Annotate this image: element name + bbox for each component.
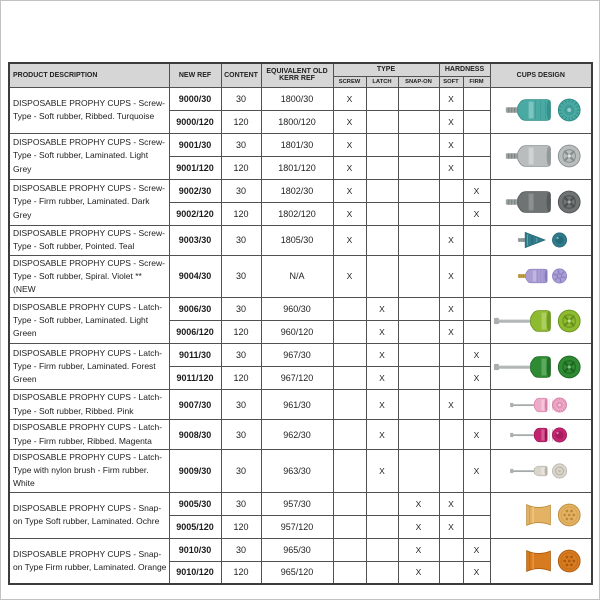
type-mark-latch xyxy=(366,110,398,133)
new-ref-cell: 9008/30 xyxy=(169,420,221,450)
hardness-mark-soft: X xyxy=(439,321,463,344)
hardness-mark-firm xyxy=(463,298,490,321)
cup-side-and-top-view-image xyxy=(491,540,591,582)
hardness-mark-firm xyxy=(463,515,490,538)
product-description-cell: DISPOSABLE PROPHY CUPS - Latch-Type - Soft rubber, Ribbed. Pink xyxy=(9,390,169,420)
type-mark-latch: X xyxy=(366,450,398,493)
type-mark-snap-on xyxy=(398,321,439,344)
product-description-cell: DISPOSABLE PROPHY CUPS - Latch-Type with nylon brush - Firm rubber. White xyxy=(9,450,169,493)
cups-design-cell xyxy=(490,538,592,584)
col-header-old-kerr-ref: EQUIVALENT OLD KERR REF xyxy=(261,63,333,87)
cup-side-and-top-view-image xyxy=(491,494,591,536)
col-subheader-firm: FIRM xyxy=(463,76,490,87)
content-cell: 120 xyxy=(221,110,261,133)
old-kerr-ref-cell: 957/30 xyxy=(261,492,333,515)
content-cell: 120 xyxy=(221,561,261,584)
type-mark-snap-on xyxy=(398,110,439,133)
product-row xyxy=(9,179,592,202)
content-cell: 30 xyxy=(221,492,261,515)
cup-side-and-top-view-image xyxy=(491,227,591,253)
type-mark-screw xyxy=(333,492,366,515)
col-header-cups-design: CUPS DESIGN xyxy=(490,63,592,87)
new-ref-cell: 9003/30 xyxy=(169,225,221,255)
product-row xyxy=(9,420,592,450)
type-mark-snap-on xyxy=(398,133,439,156)
product-row xyxy=(9,87,592,110)
cups-design-cell xyxy=(490,390,592,420)
cups-design-cell xyxy=(490,179,592,225)
old-kerr-ref-cell: 1801/30 xyxy=(261,133,333,156)
cups-design-cell xyxy=(490,492,592,538)
product-description-cell: DISPOSABLE PROPHY CUPS - Screw-Type - Soft rubber, Laminated. Light Grey xyxy=(9,133,169,179)
type-mark-latch xyxy=(366,492,398,515)
content-cell: 120 xyxy=(221,156,261,179)
hardness-mark-firm xyxy=(463,492,490,515)
product-row xyxy=(9,390,592,420)
type-mark-snap-on xyxy=(398,390,439,420)
col-header-type: TYPE xyxy=(333,63,439,76)
type-mark-snap-on: X xyxy=(398,492,439,515)
product-description-cell: DISPOSABLE PROPHY CUPS - Screw-Type - Firm rubber, Laminated. Dark Grey xyxy=(9,179,169,225)
content-cell: 120 xyxy=(221,515,261,538)
cups-design-cell xyxy=(490,255,592,298)
type-mark-screw xyxy=(333,450,366,493)
hardness-mark-firm xyxy=(463,255,490,298)
product-row xyxy=(9,492,592,515)
type-mark-screw: X xyxy=(333,179,366,202)
col-subheader-latch: LATCH xyxy=(366,76,398,87)
product-row xyxy=(9,255,592,298)
content-cell: 30 xyxy=(221,420,261,450)
cups-design-cell xyxy=(490,225,592,255)
content-cell: 30 xyxy=(221,179,261,202)
old-kerr-ref-cell: 962/30 xyxy=(261,420,333,450)
old-kerr-ref-cell: 1800/120 xyxy=(261,110,333,133)
cups-design-cell xyxy=(490,133,592,179)
content-cell: 120 xyxy=(221,202,261,225)
cups-design-cell xyxy=(490,298,592,344)
hardness-mark-firm xyxy=(463,133,490,156)
old-kerr-ref-cell: 1805/30 xyxy=(261,225,333,255)
new-ref-cell: 9001/120 xyxy=(169,156,221,179)
type-mark-latch xyxy=(366,255,398,298)
content-cell: 30 xyxy=(221,225,261,255)
table-body xyxy=(9,87,592,584)
new-ref-cell: 9002/30 xyxy=(169,179,221,202)
old-kerr-ref-cell: N/A xyxy=(261,255,333,298)
type-mark-snap-on xyxy=(398,179,439,202)
type-mark-latch xyxy=(366,156,398,179)
type-mark-snap-on xyxy=(398,367,439,390)
content-cell: 30 xyxy=(221,390,261,420)
type-mark-latch xyxy=(366,225,398,255)
old-kerr-ref-cell: 960/120 xyxy=(261,321,333,344)
hardness-mark-soft: X xyxy=(439,492,463,515)
product-description-cell: DISPOSABLE PROPHY CUPS - Latch-Type - Soft rubber, Laminated. Light Green xyxy=(9,298,169,344)
content-cell: 30 xyxy=(221,298,261,321)
type-mark-latch: X xyxy=(366,367,398,390)
hardness-mark-soft xyxy=(439,450,463,493)
product-row xyxy=(9,133,592,156)
type-mark-screw: X xyxy=(333,156,366,179)
new-ref-cell: 9010/30 xyxy=(169,538,221,561)
new-ref-cell: 9000/120 xyxy=(169,110,221,133)
type-mark-snap-on: X xyxy=(398,561,439,584)
content-cell: 30 xyxy=(221,344,261,367)
cup-side-and-top-view-image xyxy=(491,89,591,131)
hardness-mark-firm: X xyxy=(463,561,490,584)
type-mark-screw xyxy=(333,344,366,367)
col-header-product-description: PRODUCT DESCRIPTION xyxy=(9,63,169,87)
product-description-cell: DISPOSABLE PROPHY CUPS - Latch-Type - Firm rubber, Laminated. Forest Green xyxy=(9,344,169,390)
cups-design-cell xyxy=(490,344,592,390)
type-mark-screw xyxy=(333,561,366,584)
type-mark-latch: X xyxy=(366,420,398,450)
type-mark-latch: X xyxy=(366,390,398,420)
old-kerr-ref-cell: 1802/120 xyxy=(261,202,333,225)
old-kerr-ref-cell: 967/120 xyxy=(261,367,333,390)
type-mark-latch xyxy=(366,179,398,202)
col-header-new-ref: NEW REF xyxy=(169,63,221,87)
type-mark-screw xyxy=(333,515,366,538)
type-mark-screw xyxy=(333,390,366,420)
cup-side-and-top-view-image xyxy=(491,135,591,177)
product-description-cell: DISPOSABLE PROPHY CUPS - Snap-on Type Soft rubber, Laminated. Ochre xyxy=(9,492,169,538)
old-kerr-ref-cell: 957/120 xyxy=(261,515,333,538)
type-mark-screw xyxy=(333,298,366,321)
content-cell: 30 xyxy=(221,255,261,298)
hardness-mark-soft: X xyxy=(439,255,463,298)
type-mark-screw: X xyxy=(333,133,366,156)
type-mark-snap-on xyxy=(398,344,439,367)
type-mark-snap-on xyxy=(398,420,439,450)
product-row xyxy=(9,344,592,367)
content-cell: 30 xyxy=(221,87,261,110)
table-header xyxy=(9,63,592,87)
old-kerr-ref-cell: 965/30 xyxy=(261,538,333,561)
type-mark-snap-on xyxy=(398,255,439,298)
type-mark-screw: X xyxy=(333,255,366,298)
type-mark-snap-on xyxy=(398,225,439,255)
hardness-mark-firm: X xyxy=(463,538,490,561)
new-ref-cell: 9004/30 xyxy=(169,255,221,298)
type-mark-latch xyxy=(366,538,398,561)
new-ref-cell: 9011/120 xyxy=(169,367,221,390)
hardness-mark-firm: X xyxy=(463,179,490,202)
type-mark-screw xyxy=(333,538,366,561)
type-mark-snap-on: X xyxy=(398,515,439,538)
type-mark-snap-on xyxy=(398,156,439,179)
prophy-cups-table xyxy=(8,62,593,585)
cup-side-and-top-view-image xyxy=(491,181,591,223)
cup-side-and-top-view-image xyxy=(491,458,591,484)
new-ref-cell: 9005/120 xyxy=(169,515,221,538)
content-cell: 120 xyxy=(221,367,261,390)
content-cell: 30 xyxy=(221,133,261,156)
new-ref-cell: 9001/30 xyxy=(169,133,221,156)
type-mark-screw: X xyxy=(333,87,366,110)
new-ref-cell: 9006/120 xyxy=(169,321,221,344)
product-row xyxy=(9,450,592,493)
product-description-cell: DISPOSABLE PROPHY CUPS - Latch-Type - Firm rubber, Ribbed. Magenta xyxy=(9,420,169,450)
hardness-mark-firm: X xyxy=(463,367,490,390)
new-ref-cell: 9009/30 xyxy=(169,450,221,493)
product-description-cell: DISPOSABLE PROPHY CUPS - Screw-Type - Soft rubber, Pointed. Teal xyxy=(9,225,169,255)
type-mark-screw xyxy=(333,420,366,450)
new-ref-cell: 9010/120 xyxy=(169,561,221,584)
type-mark-screw xyxy=(333,321,366,344)
hardness-mark-firm xyxy=(463,390,490,420)
hardness-mark-soft: X xyxy=(439,225,463,255)
cup-side-and-top-view-image xyxy=(491,300,591,342)
type-mark-snap-on xyxy=(398,298,439,321)
type-mark-screw xyxy=(333,367,366,390)
new-ref-cell: 9006/30 xyxy=(169,298,221,321)
old-kerr-ref-cell: 961/30 xyxy=(261,390,333,420)
hardness-mark-soft: X xyxy=(439,390,463,420)
hardness-mark-firm xyxy=(463,225,490,255)
hardness-mark-soft xyxy=(439,367,463,390)
hardness-mark-soft xyxy=(439,202,463,225)
type-mark-latch xyxy=(366,87,398,110)
hardness-mark-firm: X xyxy=(463,450,490,493)
old-kerr-ref-cell: 965/120 xyxy=(261,561,333,584)
hardness-mark-soft xyxy=(439,538,463,561)
hardness-mark-soft: X xyxy=(439,298,463,321)
product-description-cell: DISPOSABLE PROPHY CUPS - Snap-on Type Firm rubber, Laminated. Orange xyxy=(9,538,169,584)
content-cell: 30 xyxy=(221,538,261,561)
product-row xyxy=(9,298,592,321)
product-description-cell: DISPOSABLE PROPHY CUPS - Screw-Type - Soft rubber, Ribbed. Turquoise xyxy=(9,87,169,133)
prophy-cups-table-wrap xyxy=(8,62,591,585)
product-row xyxy=(9,538,592,561)
type-mark-snap-on xyxy=(398,87,439,110)
cups-design-cell xyxy=(490,420,592,450)
new-ref-cell: 9005/30 xyxy=(169,492,221,515)
hardness-mark-soft xyxy=(439,179,463,202)
new-ref-cell: 9011/30 xyxy=(169,344,221,367)
hardness-mark-firm: X xyxy=(463,202,490,225)
col-subheader-screw: SCREW xyxy=(333,76,366,87)
old-kerr-ref-cell: 1801/120 xyxy=(261,156,333,179)
type-mark-latch xyxy=(366,561,398,584)
col-header-hardness: HARDNESS xyxy=(439,63,490,76)
new-ref-cell: 9007/30 xyxy=(169,390,221,420)
hardness-mark-soft: X xyxy=(439,515,463,538)
col-subheader-soft: SOFT xyxy=(439,76,463,87)
hardness-mark-soft: X xyxy=(439,87,463,110)
hardness-mark-firm xyxy=(463,156,490,179)
hardness-mark-soft xyxy=(439,420,463,450)
hardness-mark-soft xyxy=(439,344,463,367)
hardness-mark-soft: X xyxy=(439,133,463,156)
hardness-mark-firm xyxy=(463,110,490,133)
type-mark-latch: X xyxy=(366,344,398,367)
content-cell: 30 xyxy=(221,450,261,493)
type-mark-screw: X xyxy=(333,225,366,255)
type-mark-latch: X xyxy=(366,298,398,321)
hardness-mark-soft: X xyxy=(439,110,463,133)
cups-design-cell xyxy=(490,87,592,133)
type-mark-snap-on: X xyxy=(398,538,439,561)
hardness-mark-firm: X xyxy=(463,420,490,450)
col-header-content: CONTENT xyxy=(221,63,261,87)
hardness-mark-soft xyxy=(439,561,463,584)
hardness-mark-firm xyxy=(463,321,490,344)
old-kerr-ref-cell: 963/30 xyxy=(261,450,333,493)
cup-side-and-top-view-image xyxy=(491,263,591,289)
col-subheader-snap-on: SNAP-ON xyxy=(398,76,439,87)
product-description-cell: DISPOSABLE PROPHY CUPS - Screw-Type - Soft rubber, Spiral. Violet ** (NEW xyxy=(9,255,169,298)
type-mark-latch: X xyxy=(366,321,398,344)
type-mark-snap-on xyxy=(398,450,439,493)
old-kerr-ref-cell: 960/30 xyxy=(261,298,333,321)
cup-side-and-top-view-image xyxy=(491,422,591,448)
type-mark-latch xyxy=(366,133,398,156)
new-ref-cell: 9002/120 xyxy=(169,202,221,225)
cup-side-and-top-view-image xyxy=(491,392,591,418)
old-kerr-ref-cell: 1800/30 xyxy=(261,87,333,110)
type-mark-latch xyxy=(366,202,398,225)
product-row xyxy=(9,225,592,255)
new-ref-cell: 9000/30 xyxy=(169,87,221,110)
content-cell: 120 xyxy=(221,321,261,344)
cup-side-and-top-view-image xyxy=(491,346,591,388)
type-mark-snap-on xyxy=(398,202,439,225)
hardness-mark-firm xyxy=(463,87,490,110)
type-mark-screw: X xyxy=(333,110,366,133)
cups-design-cell xyxy=(490,450,592,493)
type-mark-latch xyxy=(366,515,398,538)
hardness-mark-soft: X xyxy=(439,156,463,179)
old-kerr-ref-cell: 967/30 xyxy=(261,344,333,367)
old-kerr-ref-cell: 1802/30 xyxy=(261,179,333,202)
type-mark-screw: X xyxy=(333,202,366,225)
hardness-mark-firm: X xyxy=(463,344,490,367)
